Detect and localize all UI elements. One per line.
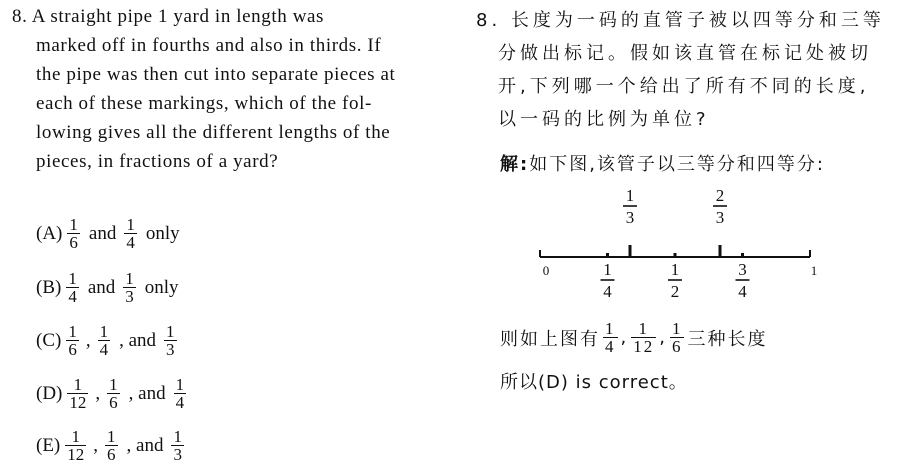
- fraction: $\frac{1}{12}$: [69, 375, 87, 412]
- question-line-3: the pipe was then cut into separate pieces at: [36, 64, 396, 85]
- third-label-2-denominator: 3: [715, 208, 725, 227]
- quarter-label-3-numerator: 3: [738, 260, 747, 279]
- fraction: $\frac{1}{3}$: [166, 322, 175, 359]
- number-line-figure: [520, 185, 830, 310]
- fraction: $\frac{1}{3}$: [125, 269, 134, 306]
- fraction: $\frac{1}{4}$: [126, 215, 135, 252]
- fraction: $\frac{1}{4}$: [175, 375, 185, 412]
- only-word: only: [144, 276, 179, 298]
- option-d[interactable]: [36, 376, 189, 411]
- fraction: $\frac{1}{6}$: [69, 215, 78, 252]
- and-word: , and: [128, 382, 166, 404]
- quarter-label-1-numerator: 1: [603, 260, 612, 279]
- option-label: (E): [36, 434, 61, 456]
- quarter-label-2-denominator: 2: [670, 282, 680, 301]
- solution-label: 解:: [500, 154, 530, 175]
- and-word: and: [88, 222, 117, 244]
- third-label-1-numerator: 1: [625, 186, 635, 205]
- solution-line: [500, 150, 825, 176]
- cn-line-1: 8. 长度为一码的直管子被以四等分和三等: [476, 10, 885, 31]
- and-word: , and: [126, 434, 164, 456]
- quarter-label-3-denominator: 4: [738, 282, 747, 301]
- comma: ,: [93, 434, 99, 456]
- option-label: (C): [36, 329, 62, 351]
- and-word: , and: [119, 329, 157, 351]
- fraction: $\frac{1}{12}$: [67, 427, 85, 464]
- conclusion-suffix: 三种长度: [687, 328, 768, 350]
- fraction: $\frac{1}{4}$: [68, 269, 77, 306]
- label-zero: 0: [542, 263, 550, 278]
- only-word: only: [145, 222, 180, 244]
- final-answer: 所以(D) is correct。: [500, 372, 688, 393]
- cn-line-4: 以一码的比例为单位?: [498, 109, 710, 130]
- fraction: $\frac{1}{6}$: [109, 375, 118, 412]
- conclusion-prefix: 则如上图有: [500, 328, 600, 350]
- option-label: (B): [36, 276, 62, 298]
- option-e[interactable]: [36, 428, 187, 463]
- and-word: and: [87, 276, 116, 298]
- question-line-6: pieces, in fractions of a yard?: [36, 151, 279, 172]
- option-c[interactable]: [36, 323, 180, 358]
- conclusion-line: 则如上图有 $\frac{1}{4}$ , $\frac{1}{12}$ , $\frac{1}{6}$ 三种长度: [500, 319, 768, 356]
- question-line-2: marked off in fourths and also in thirds. If: [36, 35, 382, 56]
- third-label-1-denominator: 3: [625, 208, 635, 227]
- option-b[interactable]: [36, 270, 179, 305]
- quarter-label-2-numerator: 1: [670, 260, 680, 279]
- question-line-1: 8. A straight pipe 1 yard in length was: [12, 6, 325, 27]
- solution-text: 如下图,该管子以三等分和四等分:: [529, 154, 825, 175]
- question-line-4: each of these markings, which of the fol-: [36, 93, 372, 114]
- option-label: (D): [36, 382, 63, 404]
- label-one: 1: [810, 263, 818, 278]
- cn-line-3: 开,下列哪一个给出了所有不同的长度,: [498, 76, 870, 97]
- fraction: $\frac{1}{4}$: [99, 322, 109, 359]
- fraction: $\frac{1}{6}$: [107, 427, 116, 464]
- option-a[interactable]: [36, 216, 180, 251]
- option-label: (A): [36, 222, 63, 244]
- comma: ,: [95, 382, 101, 404]
- fraction: $\frac{1}{6}$: [671, 319, 683, 356]
- question-line-5: lowing gives all the different lengths of the: [36, 122, 391, 143]
- fraction: $\frac{1}{3}$: [173, 427, 182, 464]
- comma: ,: [85, 329, 91, 351]
- cn-line-2: 分做出标记。假如该直管在标记处被切: [498, 43, 872, 64]
- fraction: $\frac{1}{12}$: [633, 319, 655, 356]
- quarter-label-1-denominator: 4: [603, 282, 612, 301]
- fraction: $\frac{1}{6}$: [68, 322, 77, 359]
- fraction: $\frac{1}{4}$: [605, 319, 616, 356]
- third-label-2-numerator: 2: [715, 186, 725, 205]
